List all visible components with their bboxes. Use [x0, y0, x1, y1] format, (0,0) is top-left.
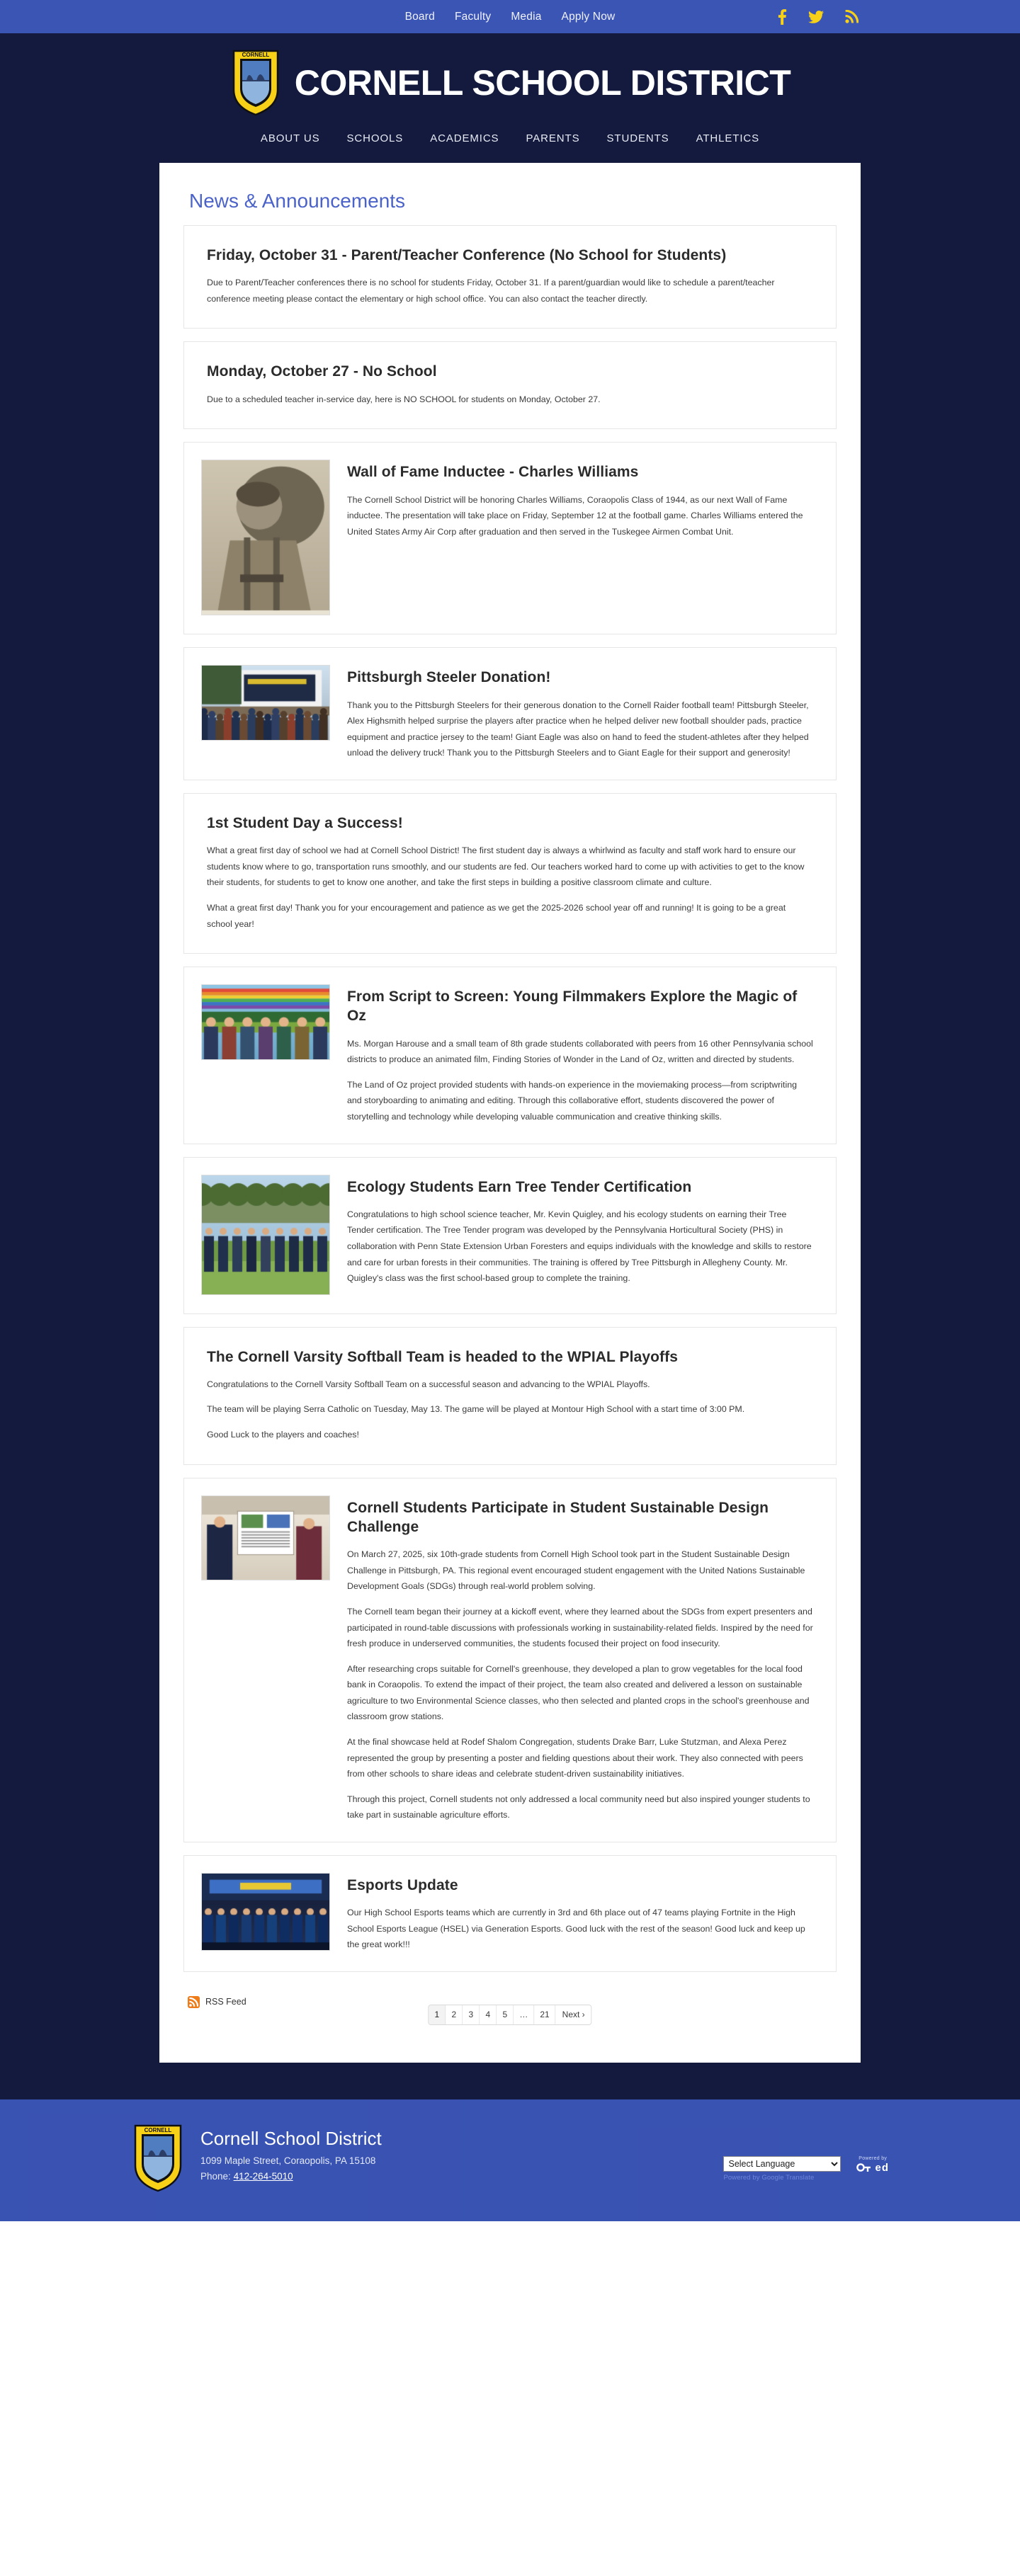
article-paragraph: What a great first day! Thank you for your encouragement and patience as we get the 2025-2026 school year off and running! It is going to be a great school year!	[207, 902, 786, 929]
pagination-page-3[interactable]: 3	[463, 2005, 480, 2024]
article-body	[347, 460, 813, 540]
pagination-page-21[interactable]: 21	[534, 2005, 555, 2024]
news-article	[183, 442, 837, 634]
rss-feed-icon	[188, 1996, 200, 2008]
article-body	[347, 984, 813, 1124]
news-article	[183, 1327, 837, 1465]
article-title[interactable]: Pittsburgh Steeler Donation!	[347, 669, 551, 686]
pagination-next-button[interactable]: Next ›	[556, 2005, 591, 2024]
news-article	[183, 647, 837, 780]
pagination-page-4[interactable]: 4	[480, 2005, 497, 2024]
news-article	[183, 225, 837, 329]
article-paragraph: The Cornell team began their journey at a kickoff event, where they learned about the SDGs from expert presenters and participated in round-table discussions with professionals working in sustainability-related fields. Inspired by the need for fresh produce in underserved communities, the students focused their project on food insecurity.	[347, 1606, 813, 1649]
utility-nav	[405, 11, 616, 23]
footer-phone-link[interactable]: 412-264-5010	[233, 2170, 293, 2182]
article-paragraph: Good Luck to the players and coaches!	[207, 1430, 359, 1440]
article-title[interactable]: Ecology Students Earn Tree Tender Certification	[347, 1178, 692, 1195]
content-shell	[159, 163, 861, 2063]
article-paragraph: Congratulations to high school science teacher, Mr. Kevin Quigley, and his ecology students on earning their Tree Tender certification. The Tree Tender program was developed by the Pennsylvania Horticultural Society (PHS) in collaboration with Penn State Extension Urban Foresters and equips individuals with the knowledge and skills to restore and care for urban forests in their communities. The training is offered by Tree Pittsburgh in Allegheny County. Mr. Quigley's class was the first school-based group to complete the training.	[347, 1209, 812, 1284]
article-paragraph: At the final showcase held at Rodef Shalom Congregation, students Drake Barr, Luke Stutzman, and Alexa Perez represented the group by presenting a poster and fielding questions about their work. They also connected with peers from other schools to share ideas and celebrate student-driven sustainability initiatives.	[347, 1737, 803, 1779]
footer-district-name: Cornell School District	[200, 2127, 382, 2149]
article-body	[347, 665, 813, 761]
article-paragraph: After researching crops suitable for Cornell's greenhouse, they developed a plan to grow vegetables for the local food bank in Coraopolis. To extend the impact of their project, the team also created and delivered a lesson on sustainable agriculture to two Environmental Science classes, who then selected and planted crops in the school's greenhouse and classroom grow stations.	[347, 1663, 810, 1722]
article-paragraph: The team will be playing Serra Catholic on Tuesday, May 13. The game will be played at Montour High School with a start time of 3:00 PM.	[207, 1404, 745, 1415]
news-page-heading: News & Announcements	[189, 190, 406, 212]
article-title[interactable]: Cornell Students Participate in Student Sustainable Design Challenge	[347, 1499, 769, 1535]
article-title[interactable]: Friday, October 31 - Parent/Teacher Conference (No School for Students)	[207, 247, 727, 263]
article-title[interactable]: Monday, October 27 - No School	[207, 363, 437, 380]
article-paragraph: Thank you to the Pittsburgh Steelers for their generous donation to the Cornell Raider football team! Pittsburgh Steeler, Alex Highsmith helped surprise the players after practice when he helped deliver new football shoulder pads, practice equipment and practice jersey to the team! Giant Eagle was also on hand to feed the student-athletes after they helped unload the delivery truck! Thank you to the Pittsburgh Steelers and to Giant Eagle for their support and generosity!	[347, 700, 809, 758]
article-paragraph: The Cornell School District will be honoring Charles Williams, Coraopolis Class of 1944, as our next Wall of Fame inductee. The presentation will take place on Friday, September 12 at the football game. Charles Williams entered the United States Army Air Corp after graduation and then served in the Tuskegee Airmen Combat Unit.	[347, 494, 803, 537]
main-navigation	[0, 117, 1020, 163]
utility-link-faculty[interactable]: Faculty	[454, 10, 492, 23]
article-paragraph: What a great first day of school we had at Cornell School District! The first student day is always a whirlwind as faculty and staff work hard to ensure our students know where to go, transportation runs smoothly, and our students are fed. Our teachers worked hard to come up with activities to get to the know their students, for students to get to know one another, and take the first steps in building a positive classroom climate and culture.	[207, 845, 805, 888]
footer-top-strip	[0, 2063, 1020, 2099]
article-thumbnail[interactable]	[201, 1873, 330, 1951]
article-thumbnail[interactable]	[201, 984, 330, 1060]
article-title[interactable]: The Cornell Varsity Softball Team is headed to the WPIAL Playoffs	[207, 1348, 679, 1365]
article-title[interactable]: 1st Student Day a Success!	[207, 814, 403, 831]
facebook-icon[interactable]	[777, 9, 787, 25]
article-body	[207, 246, 813, 307]
nav-item-schools[interactable]: SCHOOLS	[346, 132, 404, 144]
social-icon-group	[777, 9, 858, 25]
article-thumbnail[interactable]	[201, 460, 330, 615]
svg-text:CORNELL: CORNELL	[242, 52, 270, 58]
nav-item-parents[interactable]: PARENTS	[526, 132, 580, 144]
footer-address: 1099 Maple Street, Coraopolis, PA 15108	[200, 2155, 376, 2166]
article-body	[347, 1873, 813, 1953]
pagination-page-2[interactable]: 2	[446, 2005, 463, 2024]
rss-icon[interactable]	[845, 10, 858, 23]
footer-inner	[131, 2124, 889, 2193]
article-paragraph: Our High School Esports teams which are currently in 3rd and 6th place out of 47 teams playing Fortnite in the High School Esports League (HSEL) via Generation Esports. Good luck with the rest of the season! Good luck and keep up the great work!!!	[347, 1908, 805, 1950]
utility-bar	[0, 0, 1020, 33]
news-article-list	[183, 225, 837, 1972]
page-body	[0, 163, 1020, 2063]
article-paragraph: On March 27, 2025, six 10th-grade students from Cornell High School took part in the Student Sustainable Design Challenge in Pittsburgh, PA. This regional event encouraged student engagement with the United Nations Sustainable Development Goals (SDGs) through real-world problem solving.	[347, 1549, 805, 1592]
svg-text:CORNELL: CORNELL	[144, 2126, 172, 2133]
pagination-page-…[interactable]: …	[514, 2005, 534, 2024]
pagination-page-5[interactable]: 5	[497, 2005, 514, 2024]
news-article	[183, 1478, 837, 1842]
google-translate-attribution: Powered by Google Translate	[723, 2173, 815, 2182]
article-title[interactable]: Esports Update	[347, 1876, 458, 1893]
footer-cornell-crest-logo	[131, 2124, 185, 2193]
utility-link-media[interactable]: Media	[511, 10, 542, 23]
news-article	[183, 1855, 837, 1972]
site-header	[0, 33, 1020, 163]
article-body	[347, 1175, 813, 1287]
utility-link-apply-now[interactable]: Apply Now	[561, 10, 616, 23]
language-select[interactable]	[723, 2156, 841, 2172]
article-body	[207, 362, 813, 407]
nav-item-about-us[interactable]: ABOUT US	[260, 132, 320, 144]
article-thumbnail[interactable]	[201, 665, 330, 741]
utility-link-board[interactable]: Board	[404, 10, 435, 23]
pagination	[428, 2005, 591, 2025]
list-footer	[183, 1985, 837, 2034]
powered-by-name: ed	[875, 2161, 889, 2174]
footer-phone-line	[200, 2171, 723, 2182]
nav-item-academics[interactable]: ACADEMICS	[430, 132, 499, 144]
page-title: CORNELL SCHOOL DISTRICT	[294, 63, 791, 103]
twitter-icon[interactable]	[808, 11, 824, 23]
powered-by-mark	[856, 2162, 889, 2174]
article-paragraph: The Land of Oz project provided students with hands-on experience in the moviemaking process—from scriptwriting and storyboarding to animating and editing. Through this collaborative effort, students discovered the power of storytelling and technology while developing valuable communication and creative thinking skills.	[347, 1079, 797, 1122]
news-article	[183, 1157, 837, 1314]
news-article	[183, 793, 837, 954]
article-paragraph: Through this project, Cornell students not only addressed a local community need but also inspired younger students to take part in sustainable agriculture efforts.	[347, 1794, 810, 1820]
language-selector-wrap	[723, 2156, 841, 2182]
news-article	[183, 967, 837, 1144]
powered-by-badge	[856, 2156, 889, 2174]
article-title[interactable]: From Script to Screen: Young Filmmakers Explore the Magic of Oz	[347, 988, 798, 1025]
article-paragraph: Ms. Morgan Harouse and a small team of 8th grade students collaborated with peers from 16 other Pennsylvania school districts to produce an animated film, Finding Stories of Wonder in the Land of Oz, written and directed by students.	[347, 1038, 813, 1065]
footer-right-block	[723, 2124, 889, 2182]
header-brand[interactable]	[0, 49, 1020, 117]
article-thumbnail[interactable]	[201, 1175, 330, 1295]
nav-item-students[interactable]: STUDENTS	[606, 132, 669, 144]
powered-by-small-text: Powered by	[858, 2155, 888, 2161]
article-paragraph: Due to Parent/Teacher conferences there is no school for students Friday, October 31. If a parent/guardian would like to schedule a parent/teacher conference meeting please contact the elementary or high school office. You can also contact the teacher directly.	[207, 278, 775, 304]
article-paragraph: Due to a scheduled teacher in-service day, here is NO SCHOOL for students on Monday, October 27.	[207, 394, 601, 404]
site-footer	[0, 2099, 1020, 2221]
news-article	[183, 341, 837, 429]
apptegy-logo-icon	[856, 2162, 872, 2173]
article-title[interactable]: Wall of Fame Inductee - Charles Williams	[347, 464, 639, 481]
article-thumbnail[interactable]	[201, 1495, 330, 1580]
article-body	[347, 1495, 813, 1823]
pagination-page-1[interactable]: 1	[429, 2005, 446, 2024]
nav-item-athletics[interactable]: ATHLETICS	[696, 132, 760, 144]
article-paragraph: Congratulations to the Cornell Varsity Softball Team on a successful season and advancing to the WPIAL Playoffs.	[207, 1379, 650, 1389]
cornell-crest-logo	[230, 49, 282, 117]
footer-contact-block	[200, 2124, 723, 2182]
rss-feed-link[interactable]	[188, 1996, 246, 2008]
rss-feed-label: RSS Feed	[205, 1997, 246, 2007]
footer-phone-label: Phone:	[200, 2170, 231, 2182]
article-body	[207, 814, 813, 932]
article-body	[207, 1347, 813, 1443]
